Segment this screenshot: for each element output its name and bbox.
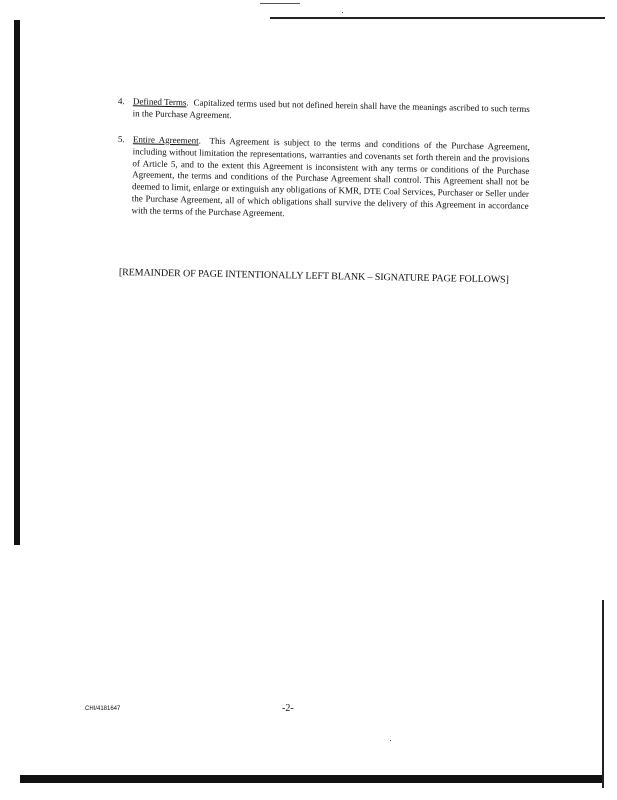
scan-edge-bottom bbox=[20, 775, 602, 783]
section-heading: Entire Agreement bbox=[132, 134, 199, 146]
section-heading: Defined Terms bbox=[132, 96, 187, 108]
scan-edge-right bbox=[602, 600, 604, 788]
scan-edge-top bbox=[270, 17, 605, 19]
document-id: CHI/4181647 bbox=[85, 706, 121, 712]
section-entire-agreement: 5. Entire Agreement. This Agreement is subject to the terms and conditions of the Purchase Agreement, including without limitation the representations, warranties and covenants set forth therein and the provisions of Article 5, and to the extent this Agreement is inconsistent with any terms or conditions of the Purchase Agreement, the terms and conditions of the Purchase Agreement shall control. This Agreement shall not be deemed to limit, enlarge or extinguish any obligations of KMR, DTE Coal Services, Purchaser or Seller under the Purchase Agreement, all of which obligations shall survive the delivery of this Agreement in accordance with the terms of the Purchase Agreement. bbox=[117, 134, 530, 218]
remainder-blank-notice: [REMAINDER OF PAGE INTENTIONALLY LEFT BLANK – SIGNATURE PAGE FOLLOWS] bbox=[118, 267, 509, 286]
section-defined-terms: 4. Defined Terms. Capitalized terms used but not defined herein shall have the meanings ascribed to such terms in the Purchase Agreement. bbox=[117, 96, 530, 120]
scan-speck bbox=[342, 12, 343, 13]
section-text: Capitalized terms used but not defined herein shall have the meanings ascribed to such terms in the Purchase Agreement. bbox=[132, 97, 530, 120]
section-number: 5. bbox=[117, 134, 125, 145]
scan-edge-left bbox=[14, 20, 20, 545]
scan-speck bbox=[390, 740, 391, 741]
section-number: 4. bbox=[117, 96, 125, 107]
section-text: This Agreement is subject to the terms and conditions of the Purchase Agreement, including without limitation the representations, warranties and covenants set forth therein and the provisions of Article 5, and to the extent this Agreement is inconsistent with any terms or conditions of the Purchase Agreement, the terms and conditions of the Purchase Agreement shall control. This Agreement shall not be deemed to limit, enlarge or extinguish any obligations of KMR, DTE Coal Services, Purchaser or Seller under the Purchase Agreement, all of which obligations shall survive the delivery of this Agreement in accordance with the terms of the Purchase Agreement. bbox=[131, 135, 530, 218]
page-number: -2- bbox=[282, 703, 294, 714]
scan-speck bbox=[260, 3, 300, 4]
